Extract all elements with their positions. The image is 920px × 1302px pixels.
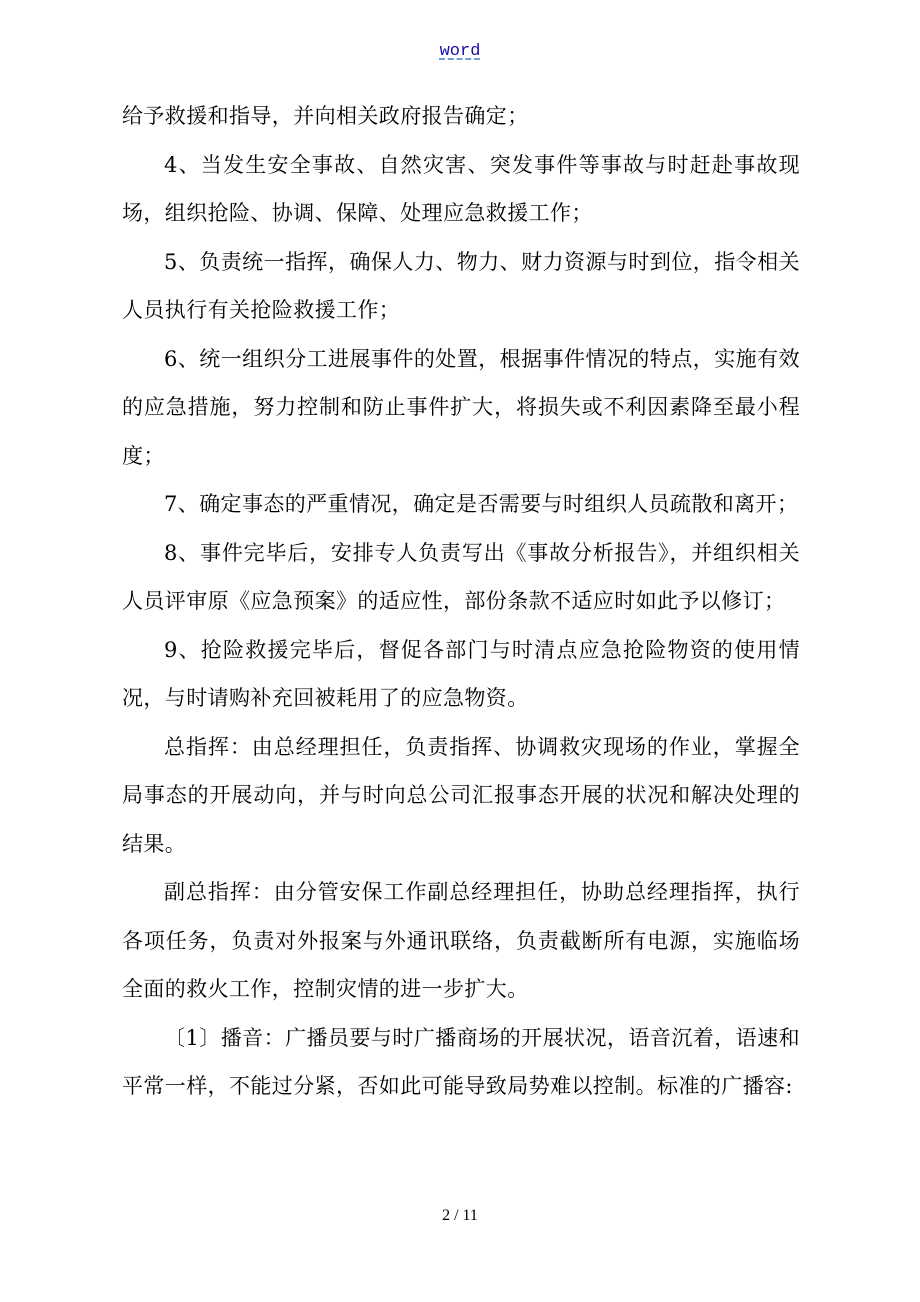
header-word-link[interactable]: word — [439, 42, 481, 61]
paragraph-deputy-commander: 副总指挥：由分管安保工作副总经理担任，协助总经理指挥，执行各项任务，负责对外报案与外通讯联络，负责截断所有电源，实施临场全面的救火工作，控制灾情的进一步扩大。 — [122, 880, 800, 1001]
paragraph-broadcast: 〔1〕播音：广播员要与时广播商场的开展状况，语音沉着，语速和平常一样，不能过分紧，否如此可能导致局势难以控制。标准的广播容: — [122, 1025, 800, 1098]
paragraph-item-7: 7、确定事态的严重情况，确定是否需要与时组织人员疏散和离开； — [164, 492, 799, 516]
paragraph-item-6: 6、统一组织分工进展事件的处置，根据事件情况的特点，实施有效的应急措施，努力控制和防止事件扩大，将损失或不利因素降至最小程度； — [122, 346, 800, 468]
paragraph-item-8: 8、事件完毕后，安排专人负责写出《事故分析报告》，并组织相关人员评审原《应急预案》的适应性，部份条款不适应时如此予以修订； — [122, 540, 800, 613]
paragraph-item-4: 4、当发生安全事故、自然灾害、突发事件等事故与时赶赴事故现场，组织抢险、协调、保障、处理应急救援工作； — [122, 152, 800, 225]
paragraph-continuation: 给予救援和指导，并向相关政府报告确定； — [122, 104, 529, 128]
paragraph-item-5: 5、负责统一指挥，确保人力、物力、财力资源与时到位，指令相关人员执行有关抢险救援工作； — [122, 249, 800, 322]
paragraph-item-9: 9、抢险救援完毕后，督促各部门与时清点应急抢险物资的使用情况，与时请购补充回被耗用了的应急物资。 — [122, 637, 800, 710]
page-number: 2 / 11 — [442, 1207, 478, 1224]
document-body — [122, 92, 800, 1111]
paragraph-commander: 总指挥：由总经理担任，负责指挥、协调救灾现场的作业，掌握全局事态的开展动向，并与时向总公司汇报事态开展的状况和解决处理的结果。 — [122, 734, 800, 856]
